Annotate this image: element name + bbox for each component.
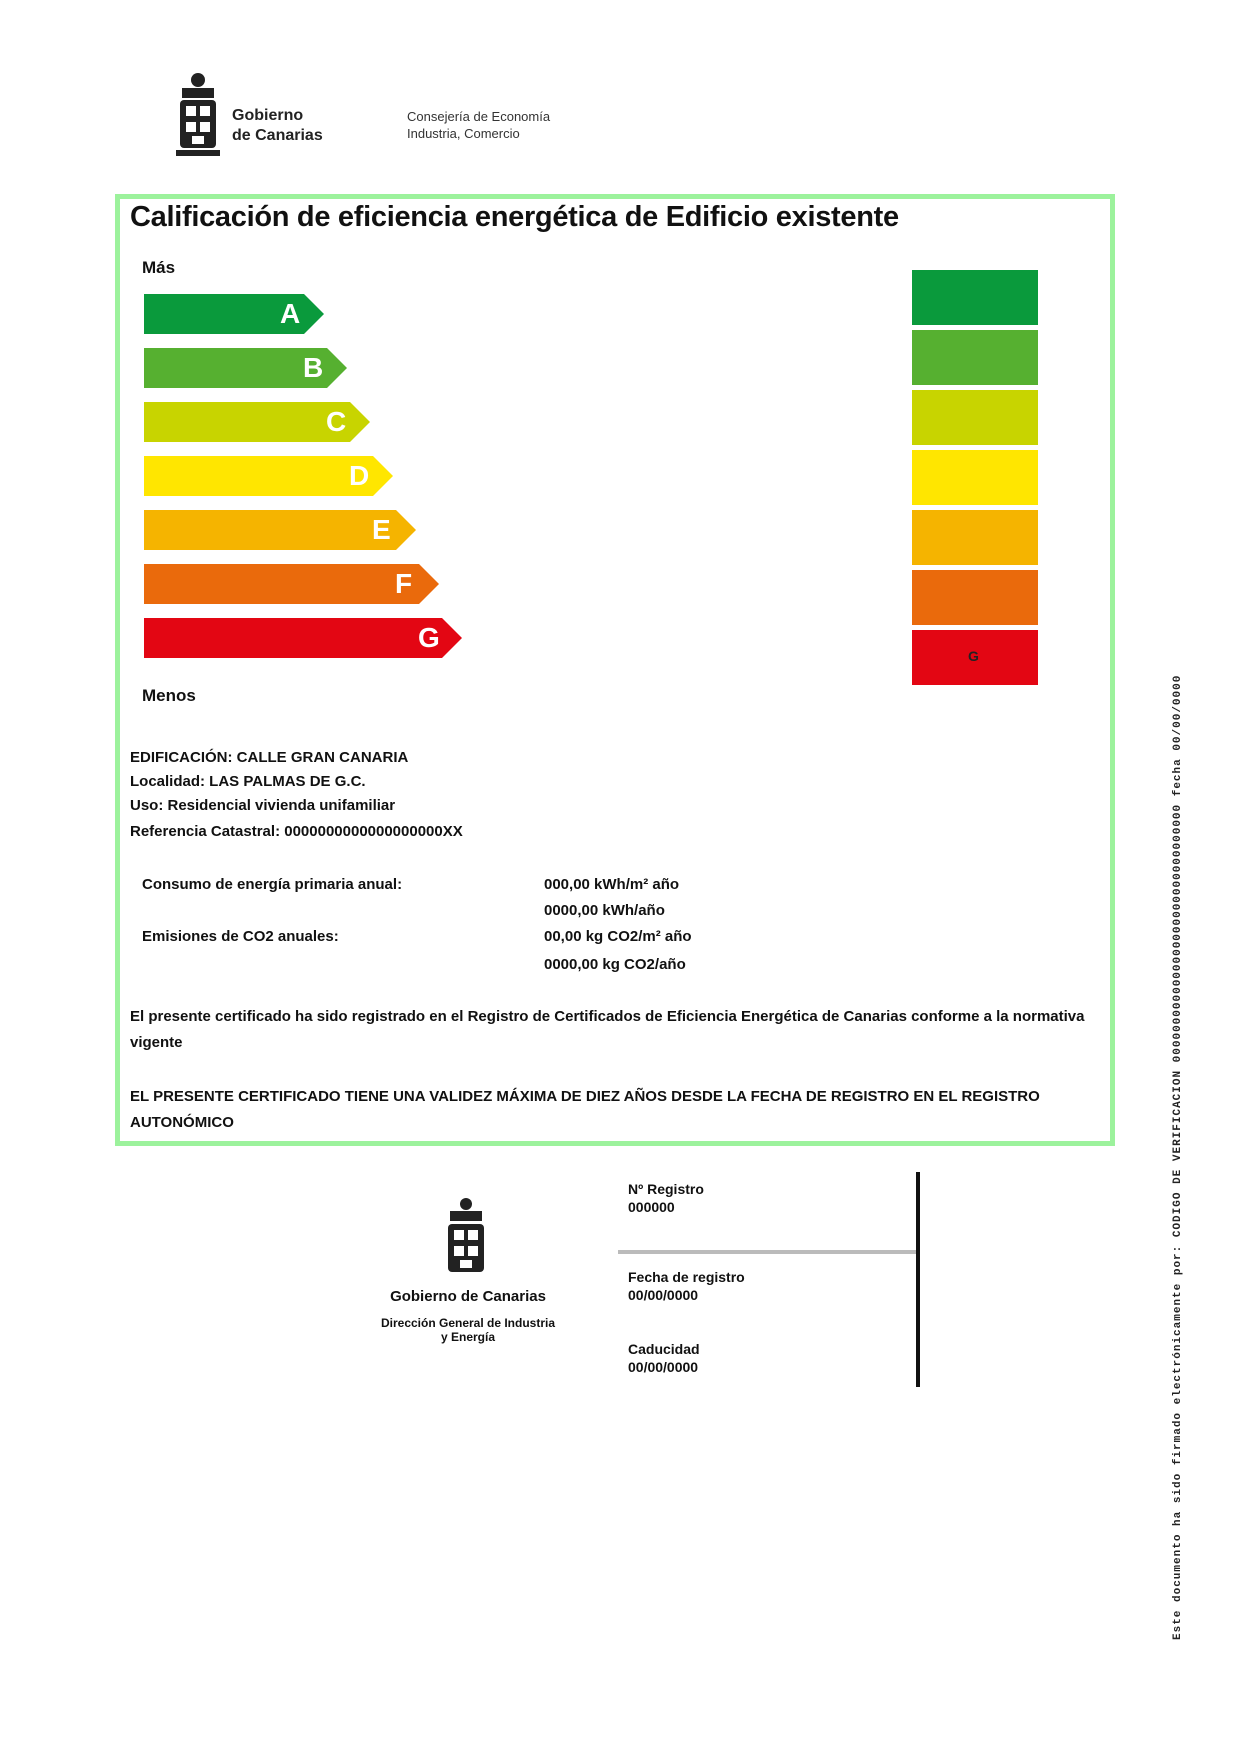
energy-band-letter: E [372,514,391,545]
certificate-title: Calificación de eficiencia energética de Edificio existente [130,201,899,233]
stamp-department [343,1316,593,1344]
info-line-4: Referencia Catastral: 0000000000000000000XX [130,823,463,840]
energy-band-letter: B [303,352,324,383]
scale-top-label: Más [142,258,176,277]
emissions-label: Emisiones de CO2 anuales: [142,928,339,945]
stamp-date [628,1268,745,1304]
energy-band-letter: A [280,298,301,329]
header-org-line1: Gobierno [232,107,304,124]
consumption-label: Consumo de energía primaria anual: [142,876,403,893]
energy-band-c [144,402,370,442]
rating-swatch-e [912,510,1038,565]
rating-marker: G [968,648,979,664]
registry-note: El presente certificado ha sido registrado en el Registro de Certificados de Eficiencia Energética de Canarias conforme a la normativa vigente [130,1008,1085,1051]
header-dept-line2: Industria, Comercio [407,126,520,141]
emissions-value-1: 00,00 kg CO2/m² año [544,928,692,945]
rating-swatch-g [912,630,1038,685]
stamp-divider [618,1250,918,1254]
rating-swatch-f [912,570,1038,625]
header-dept-line1: Consejería de Economía [407,109,551,124]
stamp-dept-line1: Dirección General de Industria [380,1316,556,1330]
stamp-registry-value: 000000 [628,1199,675,1215]
consumption-value-1: 000,00 kWh/m² año [544,876,680,893]
stamp-registry [628,1180,704,1216]
stamp-dept-line2: y Energía [440,1330,496,1344]
emissions-value-2: 0000,00 kg CO2/año [544,956,686,973]
stamp-coat-of-arms-icon [442,1196,490,1280]
scale-bottom-label: Menos [142,686,196,705]
consumption-value-2: 0000,00 kWh/año [544,902,665,919]
energy-band-letter: G [418,622,440,653]
energy-band-g [144,618,462,658]
stamp-border [916,1172,920,1387]
header-department [407,108,550,142]
stamp-date-value: 00/00/0000 [628,1287,699,1303]
energy-band-e [144,510,416,550]
energy-band-b [144,348,347,388]
validity-note: EL PRESENTE CERTIFICADO TIENE UNA VALIDEZ MÁXIMA DE DIEZ AÑOS DESDE LA FECHA DE REGISTRO EN EL REGISTRO AUTONÓMICO [130,1088,1040,1131]
rating-swatch-c [912,390,1038,445]
rating-swatch-a [912,270,1038,325]
header-org-name [232,106,323,146]
energy-band-d [144,456,393,496]
energy-band-f [144,564,439,604]
verification-code: Este documento ha sido firmado electrónicamente por: CODIGO DE VERIFICACION 0000000000000000000000000000000000 fecha 00/00/0000 [1172,674,1184,1640]
rating-swatch-d [912,450,1038,505]
stamp-org-name: Gobierno de Canarias [390,1288,546,1305]
rating-swatch-b [912,330,1038,385]
energy-band-letter: C [326,406,347,437]
info-line-1: EDIFICACIÓN: CALLE GRAN CANARIA [130,749,409,766]
info-line-2: Localidad: LAS PALMAS DE G.C. [130,773,366,790]
info-line-3: Uso: Residencial vivienda unifamiliar [130,797,396,814]
energy-band-letter: F [395,568,413,599]
stamp-expiry-label: Caducidad [628,1341,700,1357]
stamp-date-label: Fecha de registro [628,1269,745,1285]
energy-band-letter: D [349,460,370,491]
header-org-line2: de Canarias [232,127,323,144]
stamp-expiry [628,1340,700,1376]
energy-band-a [144,294,324,334]
coat-of-arms-icon [172,70,224,162]
stamp-expiry-value: 00/00/0000 [628,1359,699,1375]
stamp-registry-label: Nº Registro [628,1181,704,1197]
